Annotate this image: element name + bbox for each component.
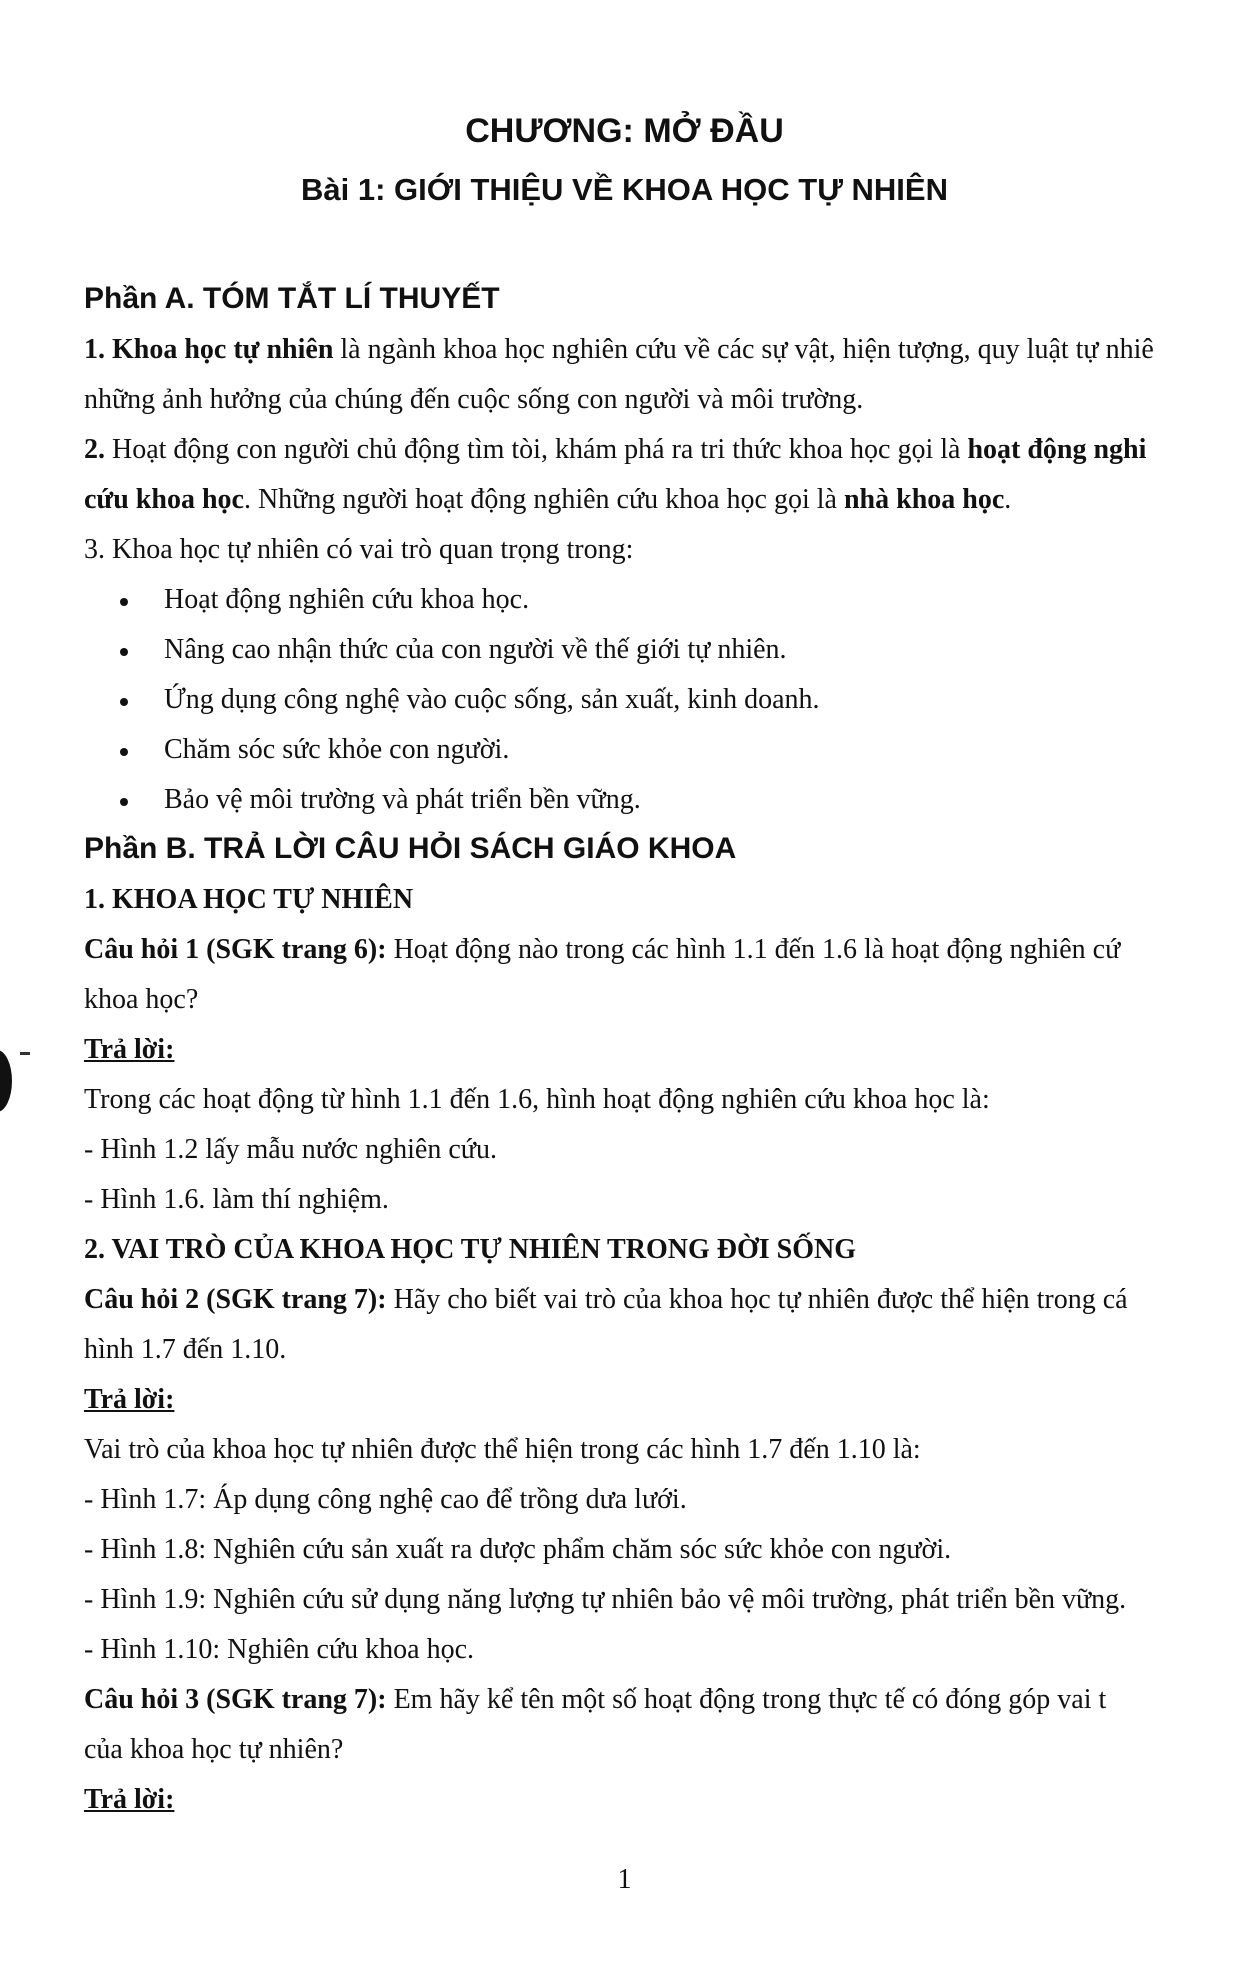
question-1-line2: khoa học? — [84, 984, 199, 1015]
answer-2-label: Trả lời: — [84, 1384, 175, 1415]
bullet-dot-icon — [120, 782, 164, 818]
bullet-item: Ứng dụng công nghệ vào cuộc sống, sản xuất, kinh doanh. — [120, 682, 820, 718]
question-3-label: Câu hỏi 3 (SGK trang 7): — [84, 1684, 387, 1715]
part-a-item1-line2: những ảnh hưởng của chúng đến cuộc sống con người và môi trường. — [84, 384, 864, 415]
answer-2-line: - Hình 1.7: Áp dụng công nghệ cao để trồng dưa lưới. — [84, 1484, 687, 1515]
bullet-item: Nâng cao nhận thức của con người về thế giới tự nhiên. — [120, 632, 787, 668]
item2-text3: . — [1004, 484, 1012, 515]
question-3-line1 — [84, 1682, 1106, 1718]
item2-text1: Hoạt động con người chủ động tìm tòi, khám phá ra tri thức khoa học gọi là — [105, 434, 968, 465]
item2-number: 2. — [84, 434, 105, 465]
answer-2-line: - Hình 1.10: Nghiên cứu khoa học. — [84, 1634, 474, 1665]
answer-2-line: - Hình 1.8: Nghiên cứu sản xuất ra dược phẩm chăm sóc sức khỏe con người. — [84, 1534, 952, 1565]
bullet-dot-icon — [120, 682, 164, 718]
question-2-text1: Hãy cho biết vai trò của khoa học tự nhiên được thể hiện trong cá — [386, 1284, 1128, 1315]
item2-text2: . Những người hoạt động nghiên cứu khoa học gọi là — [243, 484, 844, 515]
bullet-dot-icon — [120, 632, 164, 668]
bullet-dot-icon — [120, 582, 164, 618]
item1-number: 1. — [84, 334, 105, 365]
scan-artifact-dash — [20, 1052, 30, 1055]
part-a-item2-line1 — [84, 432, 1146, 468]
answer-1-label: Trả lời: — [84, 1034, 175, 1065]
item1-term: Khoa học tự nhiên — [112, 334, 334, 365]
question-2-line1 — [84, 1282, 1128, 1318]
part-a-heading: Phần A. TÓM TẮT LÍ THUYẾT — [84, 282, 500, 315]
bullet-item: Bảo vệ môi trường và phát triển bền vững. — [120, 782, 641, 818]
answer-1-line: - Hình 1.2 lấy mẫu nước nghiên cứu. — [84, 1134, 497, 1165]
answer-2-intro: Vai trò của khoa học tự nhiên được thể hiện trong các hình 1.7 đến 1.10 là: — [84, 1434, 921, 1465]
part-a-item3-intro: 3. Khoa học tự nhiên có vai trò quan trọng trong: — [84, 534, 634, 565]
scan-artifact-mark — [0, 1050, 12, 1112]
bullet-item: Chăm sóc sức khỏe con người. — [120, 732, 509, 768]
section-1-title: 1. KHOA HỌC TỰ NHIÊN — [84, 884, 414, 915]
question-3-line2: của khoa học tự nhiên? — [84, 1734, 344, 1765]
part-b-heading: Phần B. TRẢ LỜI CÂU HỎI SÁCH GIÁO KHOA — [84, 832, 737, 865]
answer-2-line: - Hình 1.9: Nghiên cứu sử dụng năng lượng tự nhiên bảo vệ môi trường, phát triển bền vững. — [84, 1584, 1127, 1615]
part-a-item1-line1 — [84, 332, 1154, 368]
item1-text1: là ngành khoa học nghiên cứu về các sự vật, hiện tượng, quy luật tự nhiê — [333, 334, 1154, 365]
item2-term1b: cứu khoa học — [84, 484, 244, 515]
bullet-dot-icon — [120, 732, 164, 768]
lesson-title: Bài 1: GIỚI THIỆU VỀ KHOA HỌC TỰ NHIÊN — [301, 172, 948, 207]
question-1-line1 — [84, 932, 1120, 968]
answer-1-intro: Trong các hoạt động từ hình 1.1 đến 1.6, hình hoạt động nghiên cứu khoa học là: — [84, 1084, 990, 1115]
question-3-text1: Em hãy kể tên một số hoạt động trong thực tế có đóng góp vai t — [386, 1684, 1107, 1715]
answer-1-line: - Hình 1.6. làm thí nghiệm. — [84, 1184, 389, 1215]
bullet-item: Hoạt động nghiên cứu khoa học. — [120, 582, 529, 618]
part-a-item2-line2 — [84, 482, 1011, 518]
question-1-text1: Hoạt động nào trong các hình 1.1 đến 1.6 là hoạt động nghiên cứ — [386, 934, 1121, 965]
page-number: 1 — [617, 1864, 632, 1895]
section-2-title: 2. VAI TRÒ CỦA KHOA HỌC TỰ NHIÊN TRONG ĐỜI SỐNG — [84, 1234, 856, 1265]
question-1-label: Câu hỏi 1 (SGK trang 6): — [84, 934, 387, 965]
chapter-title: CHƯƠNG: MỞ ĐẦU — [465, 112, 784, 150]
answer-3-label: Trả lời: — [84, 1784, 175, 1815]
item2-term1a: hoạt động nghi — [967, 434, 1147, 465]
question-2-label: Câu hỏi 2 (SGK trang 7): — [84, 1284, 387, 1315]
question-2-line2: hình 1.7 đến 1.10. — [84, 1334, 287, 1365]
item2-term2: nhà khoa học — [843, 484, 1005, 515]
